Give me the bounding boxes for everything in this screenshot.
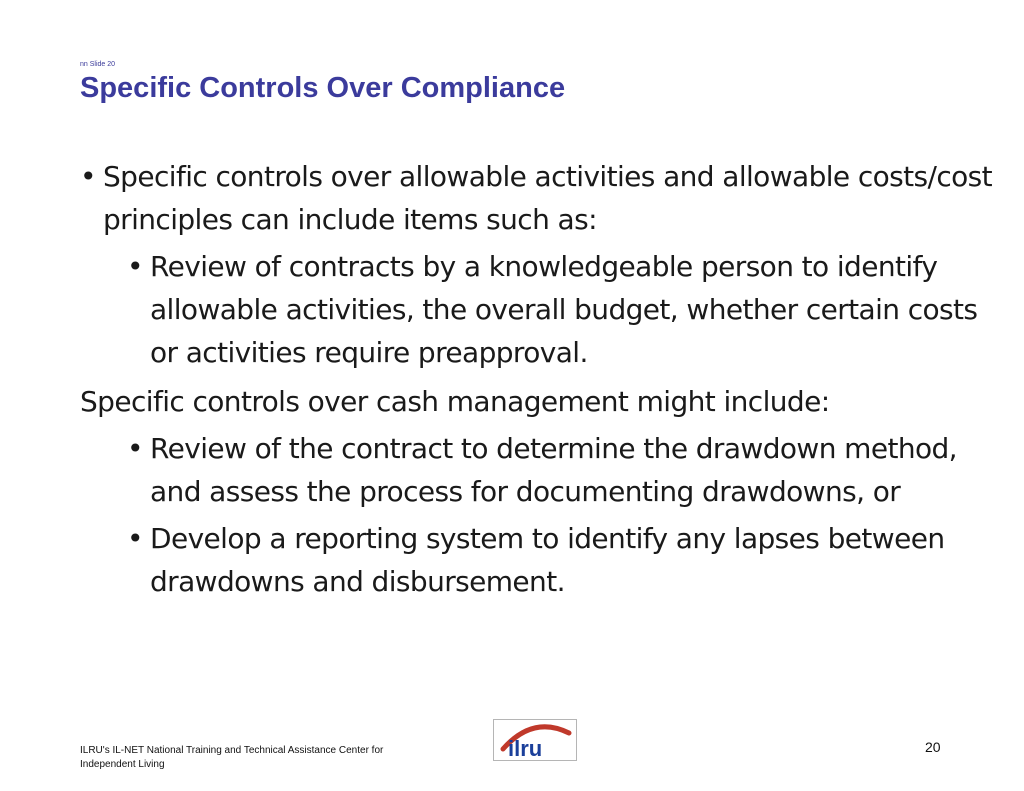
sub-bullet-2-1 bbox=[80, 427, 1010, 513]
footer-org-line-1: ILRU's IL-NET National Training and Technical Assistance Center for bbox=[80, 745, 384, 756]
sub-bullet-1-1 bbox=[80, 245, 1010, 374]
sub-bullet-2-2-text: Develop a reporting system to identify any lapses between drawdowns and disbursement. bbox=[150, 522, 945, 598]
footer-org-line-2: Independent Living bbox=[80, 759, 165, 770]
sub-bullet-1-1-text: Review of contracts by a knowledgeable person to identify allowable activities, the overall budget, whether certain costs or activities require preapproval. bbox=[150, 250, 978, 369]
bullet-point-1-text: Specific controls over allowable activities and allowable costs/cost principles can include items such as: bbox=[103, 160, 993, 236]
sub-bullet-2-2 bbox=[80, 517, 1010, 603]
slide-tag: nn Slide 20 bbox=[80, 61, 116, 68]
sub-bullet-2-1-text: Review of the contract to determine the drawdown method, and assess the process for documenting drawdowns, or bbox=[150, 432, 957, 508]
bullet-point-1 bbox=[80, 155, 1010, 241]
slide-title: Specific Controls Over Compliance bbox=[80, 72, 566, 104]
ilru-logo bbox=[493, 719, 577, 761]
bullet-marker: • bbox=[127, 250, 143, 283]
bullet-marker: • bbox=[127, 522, 143, 555]
footer-organization bbox=[80, 744, 480, 772]
bullet-marker: • bbox=[80, 160, 96, 193]
slide-body bbox=[80, 155, 1010, 603]
bullet-marker: • bbox=[127, 432, 143, 465]
page-number: 20 bbox=[925, 739, 941, 755]
paragraph-cash-management: Specific controls over cash management might include: bbox=[80, 385, 830, 418]
logo-text: ilru bbox=[508, 736, 543, 761]
